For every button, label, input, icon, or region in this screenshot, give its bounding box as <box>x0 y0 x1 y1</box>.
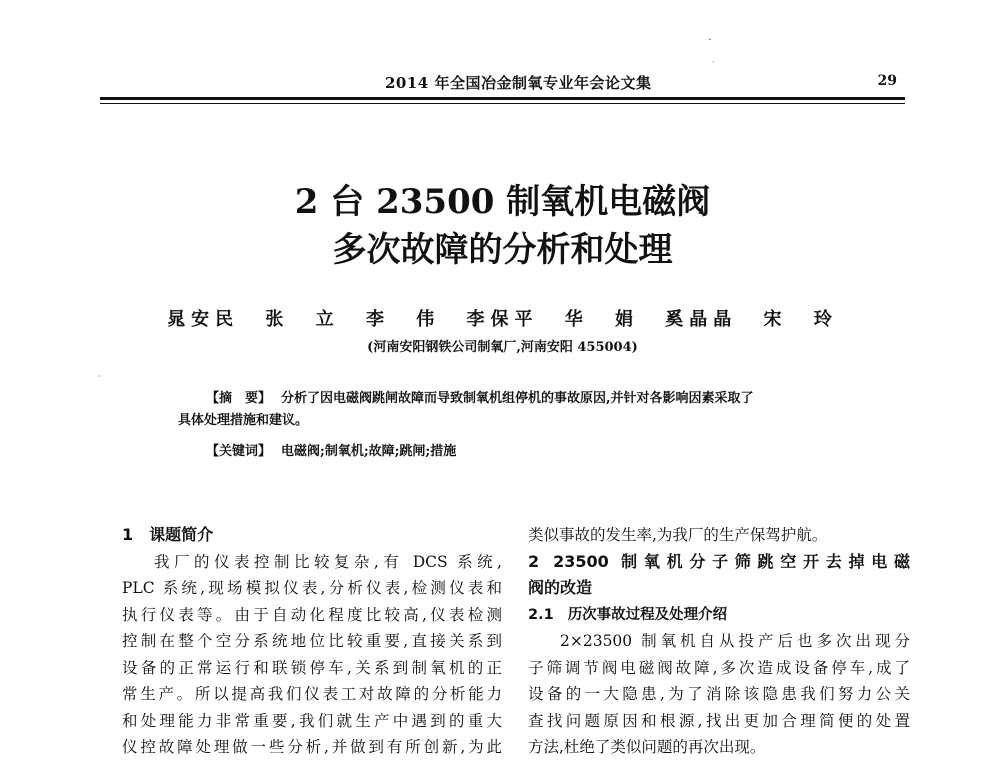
header-rule-thin <box>100 103 905 104</box>
body-line: 方法,杜绝了类似问题的再次出现。 <box>528 738 766 756</box>
body-line: 类似事故的发生率,为我厂的生产保驾护航。 <box>528 526 828 544</box>
paper-title-line-1: 2 台 23500 制氧机电磁阀 <box>294 182 711 222</box>
scan-speck: · <box>98 372 101 381</box>
section-2-title-1: 23500 制氧机分子筛跳空开去掉电磁 <box>553 551 910 571</box>
abstract-text-1: 分析了因电磁阀跳闸故障而导致制氧机组停机的事故原因,并针对各影响因素采取了 <box>281 391 754 406</box>
affiliation: (河南安阳钢铁公司制氧厂,河南安阳 455004) <box>367 340 638 355</box>
running-header <box>100 72 905 96</box>
scan-speck: · <box>712 58 715 67</box>
paper-title-line-2: 多次故障的分析和处理 <box>332 230 673 270</box>
body-line: PLC 系统,现场模拟仪表,分析仪表,检测仪表和 <box>122 579 502 597</box>
body-line: 和处理能力非常重要,我们就生产中遇到的重大 <box>122 711 502 730</box>
keywords <box>206 440 456 459</box>
abstract-label: 【摘 要】 <box>206 391 272 406</box>
section-2-1-title: 历次事故过程及处理介绍 <box>567 606 728 623</box>
section-2-heading <box>528 549 910 602</box>
body-line: 子筛调节阀电磁阀故障,多次造成设备停车,成了 <box>528 658 910 677</box>
keywords-label: 【关键词】 <box>206 444 272 459</box>
body-line: 设备的正常运行和联锁停车,关系到制氧机的正 <box>122 658 502 677</box>
body-line: 2×23500 制氧机自从投产后也多次出现分 <box>560 632 910 650</box>
section-2-1-heading <box>528 602 910 629</box>
author-list: 晁安民 张 立 李 伟 李保平 华 娟 奚晶晶 宋 玲 <box>167 309 838 330</box>
header-rule-thick <box>100 97 905 100</box>
section-1-title: 课题简介 <box>149 525 214 544</box>
section-2-number: 2 <box>528 551 540 571</box>
abstract-line-1 <box>178 388 878 410</box>
abstract-line-2: 具体处理措施和建议。 <box>178 413 309 428</box>
section-1-heading <box>122 522 502 549</box>
scan-speck: ˇ <box>708 38 712 47</box>
left-column <box>122 522 502 761</box>
body-line: 执行仪表等。由于自动化程度比较高,仪表检测 <box>122 605 502 624</box>
right-column <box>528 522 910 761</box>
body-line: 仪控故障处理做一些分析,并做到有所创新,为此 <box>122 738 502 756</box>
section-2-heading-line-1 <box>528 549 910 576</box>
body-line: 我厂的仪表控制比较复杂,有 DCS 系统, <box>154 552 502 571</box>
keywords-text: 电磁阀;制氧机;故障;跳闸;措施 <box>281 444 457 459</box>
section-1-number: 1 <box>122 525 134 544</box>
section-2-1-number: 2.1 <box>528 606 554 623</box>
body-line: 常生产。所以提高我们仪表工对故障的分析能力 <box>122 685 502 703</box>
body-line: 控制在整个空分系统地位比较重要,直接关系到 <box>122 632 502 650</box>
body-line: 设备的一大隐患,为了消除该隐患我们努力公关 <box>528 685 910 703</box>
journal-title: 2014 年全国冶金制氧专业年会论文集 <box>385 74 652 92</box>
page-number: 29 <box>877 73 897 89</box>
section-2-title-2: 阀的改造 <box>528 578 593 597</box>
paper-title <box>100 178 905 274</box>
body-line: 查找问题原因和根源,找出更加合理简便的处置 <box>528 711 910 730</box>
abstract <box>178 388 878 432</box>
